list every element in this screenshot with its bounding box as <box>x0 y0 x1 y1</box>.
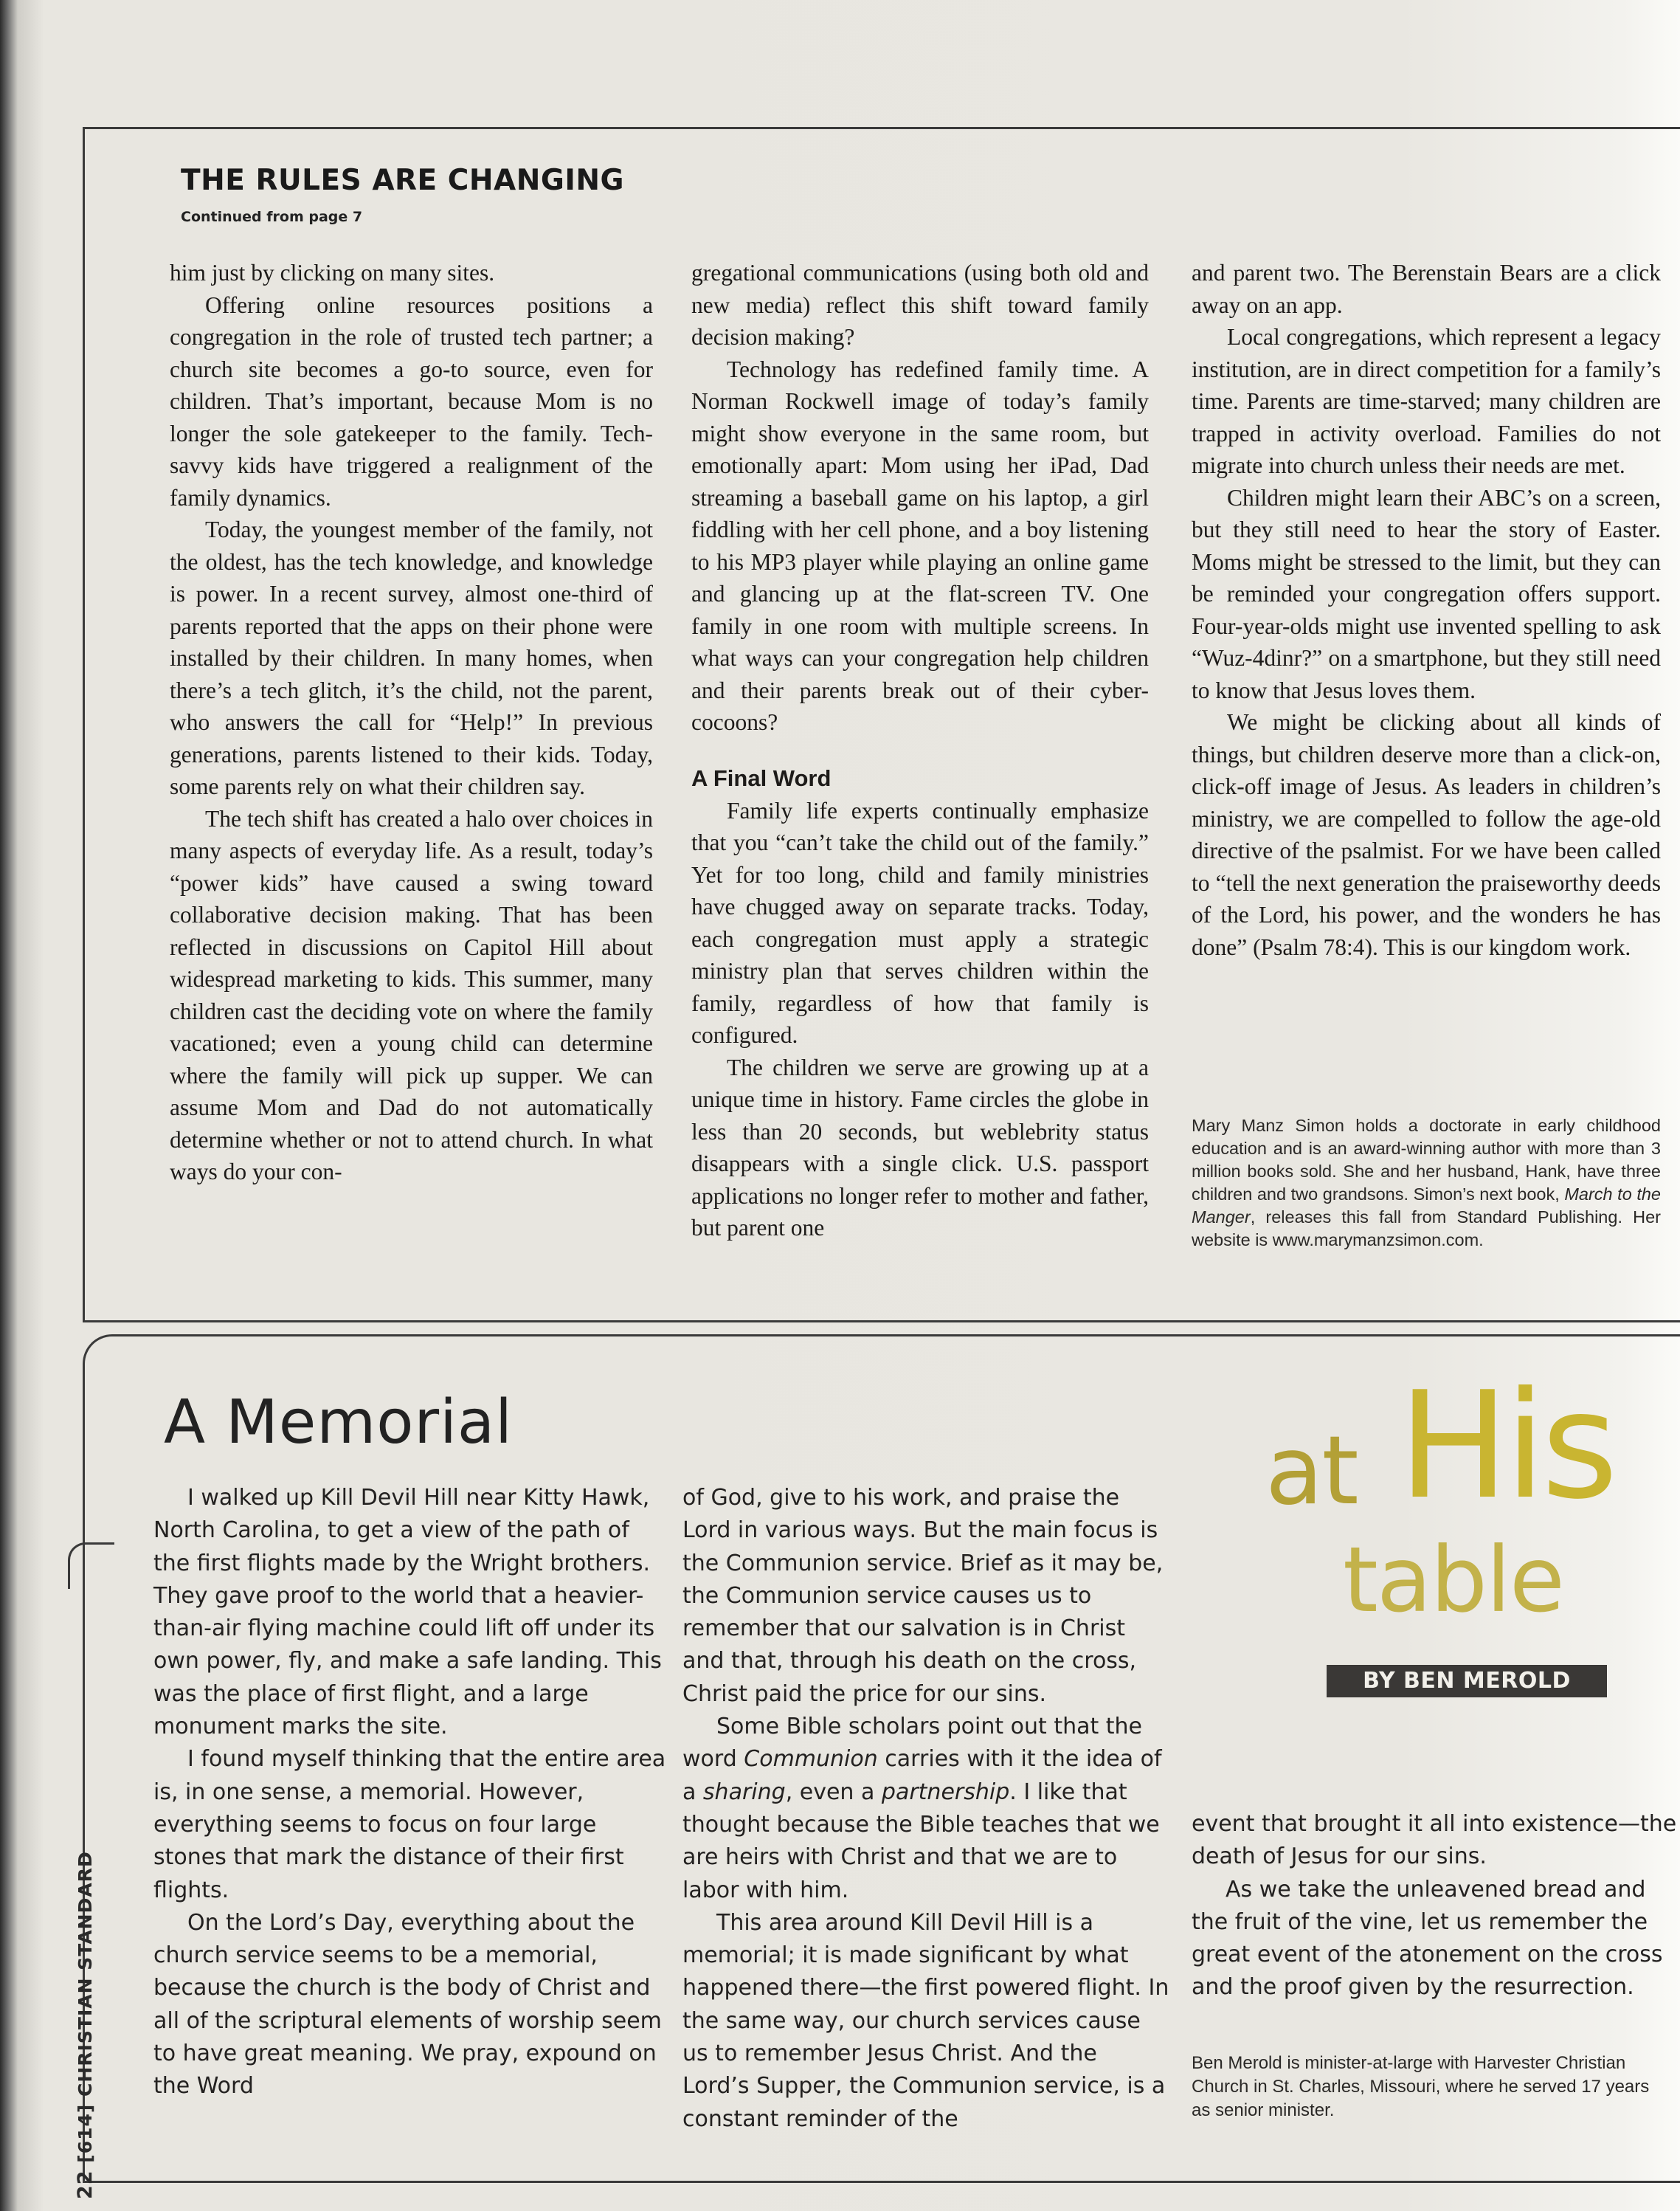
paragraph: Local congregations, which represent a legacy institution, are in direct competition for a family’s time. Parents are time-starved; many children are trapped in activity overload. Families do not migrate into church unless their needs are met. <box>1192 324 1661 478</box>
bio-text: , releases this fall from Standard Publishing. Her website is www.marymanzsimon.com. <box>1192 1207 1661 1249</box>
continued-note: Continued from page 7 <box>181 209 363 225</box>
memorial-title: A Memorial <box>164 1387 513 1458</box>
byline-badge: BY BEN MEROLD <box>1327 1665 1607 1697</box>
paragraph: I walked up Kill Devil Hill near Kitty Hawk, North Carolina, to get a view of the path of the first flights made by the Wright brothers. They gave proof to the world that a heavier-than-air flying machine could lift off under its own power, fly, and make a safe landing. This was the place of first flight, and a large monument marks the site. <box>153 1485 662 1740</box>
paragraph: This area around Kill Devil Hill is a memorial; it is made significant by what happened there—the first powered flight. In the same way, our church services cause us to remember Jesus Christ. And the Lord’s Supper, the Communion service, is a constant reminder of the <box>682 1909 1169 2132</box>
page-number: 22 <box>74 2170 97 2199</box>
emphasis: Communion <box>744 1746 878 1773</box>
paragraph: As we take the unleavened bread and the fruit of the vine, let us remember the great event of the atonement on the cross and the proof given by the resurrection. <box>1192 1876 1663 2001</box>
column-logo-table: table <box>1343 1528 1563 1632</box>
column-logo-at: at <box>1265 1416 1358 1526</box>
paragraph: I found myself thinking that the entire area is, in one sense, a memorial. However, everything seems to focus on four large stones that mark the distance of their first flights. <box>153 1746 666 1903</box>
paragraph: The tech shift has created a halo over choices in many aspects of everyday life. As a result, today’s “power kids” have caused a swing toward collaborative decision making. That has been reflected in discussions on Capitol Hill about widespread marketing to kids. This summer, many children cast the deciding vote on where the family vacationed; even a young child can determine where the family will pick up supper. We can assume Mom and Dad do not automatically determine whether or not to attend church. In what ways do your con- <box>170 805 653 1184</box>
paragraph: Technology has redefined family time. A Norman Rockwell image of today’s family might show everyone in the same room, but emotionally apart: Mom using her iPad, Dad streaming a baseball game on his laptop, a girl fiddling with her cell phone, and a boy listening to his MP3 player while playing an online game and glancing up at the flat-screen TV. One family in one room with multiple screens. In what ways can your congregation help children and their parents break out of their cyber-cocoons? <box>691 356 1149 735</box>
page-folio <box>74 1851 97 2199</box>
bio-text: Mary Manz Simon holds a doctorate in early childhood education and is an award-winning author with more than 3 million books sold. She and her husband, Hank, have three children and two grandsons. Simon’s next book, <box>1192 1116 1661 1204</box>
author-bio-simon <box>1192 1114 1661 1252</box>
paragraph: gregational communications (using both old and new media) reflect this shift toward family decision making? <box>691 260 1149 350</box>
paragraph: him just by clicking on many sites. <box>170 260 495 286</box>
rules-column-1 <box>170 257 653 1188</box>
magazine-name: CHRISTIAN STANDARD <box>75 1851 96 2097</box>
issue-number: [614] <box>75 2103 96 2163</box>
frame-tab-notch <box>68 1542 114 1589</box>
memorial-column-3 <box>1192 1808 1679 2004</box>
paragraph: The children we serve are growing up at a unique time in history. Fame circles the globe in less than 20 seconds, but weblebrity status disappears with a single click. U.S. passport applications no longer refer to mother and father, but parent one <box>691 1054 1149 1241</box>
column-logo-his: His <box>1398 1360 1614 1532</box>
text: Some Bible scholars point out that the word <box>682 1714 1143 1773</box>
rules-article-title: THE RULES ARE CHANGING <box>181 164 625 197</box>
bio-book-title: March to the Manger <box>1192 1184 1661 1227</box>
paragraph: Today, the youngest member of the family, not the oldest, has the tech knowledge, and knowledge is power. In a recent survey, almost one-third of parents reported that the apps on their phone were installed by their children. In many homes, when there’s a tech glitch, it’s the child, not the parent, who answers the call for “Help!” In previous generations, parents listened to their kids. Today, some parents rely on what their children say. <box>170 517 653 799</box>
paragraph: Offering online resources positions a congregation in the role of trusted tech partner; a church site becomes a go-to source, even for children. That’s important, because Mom is no longer the sole gatekeeper to the family. Tech-savvy kids have triggered a realignment of the family dynamics. <box>170 292 653 511</box>
text: , even a <box>785 1779 882 1805</box>
text: . I like that thought because the Bible teaches that we are heirs with Christ and that we are to labor with him. <box>682 1779 1160 1903</box>
memorial-column-1 <box>153 1482 670 2103</box>
author-bio-merold: Ben Merold is minister-at-large with Harvester Christian Church in St. Charles, Missouri, where he served 17 years as senior minister. <box>1192 2053 1650 2120</box>
text: carries with it the idea of a <box>682 1746 1162 1805</box>
paragraph: On the Lord’s Day, everything about the church service seems to be a memorial, because the church is the body of Christ and all of the scriptural elements of worship seem to have great meaning. We pray, expound on the Word <box>153 1909 662 2100</box>
paragraph: Family life experts continually emphasize that you “can’t take the child out of the family.” Yet for too long, child and family ministries have chugged away on separate tracks. Today, each congregation must apply a strategic ministry plan that serves children within the family, regardless of how that family is configured. <box>691 797 1149 1048</box>
paragraph: and parent two. The Berenstain Bears are a click away on an app. <box>1192 260 1661 318</box>
paragraph: event that brought it all into existence—the death of Jesus for our sins. <box>1192 1811 1677 1870</box>
memorial-column-2 <box>682 1482 1169 2136</box>
paragraph <box>682 1711 1169 1907</box>
rules-column-3 <box>1192 257 1661 963</box>
paragraph: We might be clicking about all kinds of things, but children deserve more than a click-on, click-off image of Jesus. As leaders in children’s ministry, we are compelled to follow the age-old directive of the psalmist. For we have been called to “tell the next generation the praiseworthy deeds of the Lord, his power, and the wonders he has done” (Psalm 78:4). This is our kingdom work. <box>1192 709 1661 960</box>
emphasis: partnership <box>881 1779 1010 1805</box>
paragraph: Children might learn their ABC’s on a screen, but they still need to hear the story of Easter. Moms might be stressed to the limit, but they can be reminded your congregation offers support. Four-year-olds might use invented spelling to ask “Wuz-4dinr?” on a smartphone, but they still need to know that Jesus loves them. <box>1192 484 1661 703</box>
final-word-heading: A Final Word <box>691 765 832 791</box>
emphasis: sharing <box>702 1779 786 1805</box>
rules-column-2 <box>691 257 1149 1244</box>
paragraph: of God, give to his work, and praise the Lord in various ways. But the main focus is the Communion service. Brief as it may be, the Communion service causes us to remember that our salvation is in Christ and that, through his death on the cross, Christ paid the price for our sins. <box>682 1485 1164 1707</box>
